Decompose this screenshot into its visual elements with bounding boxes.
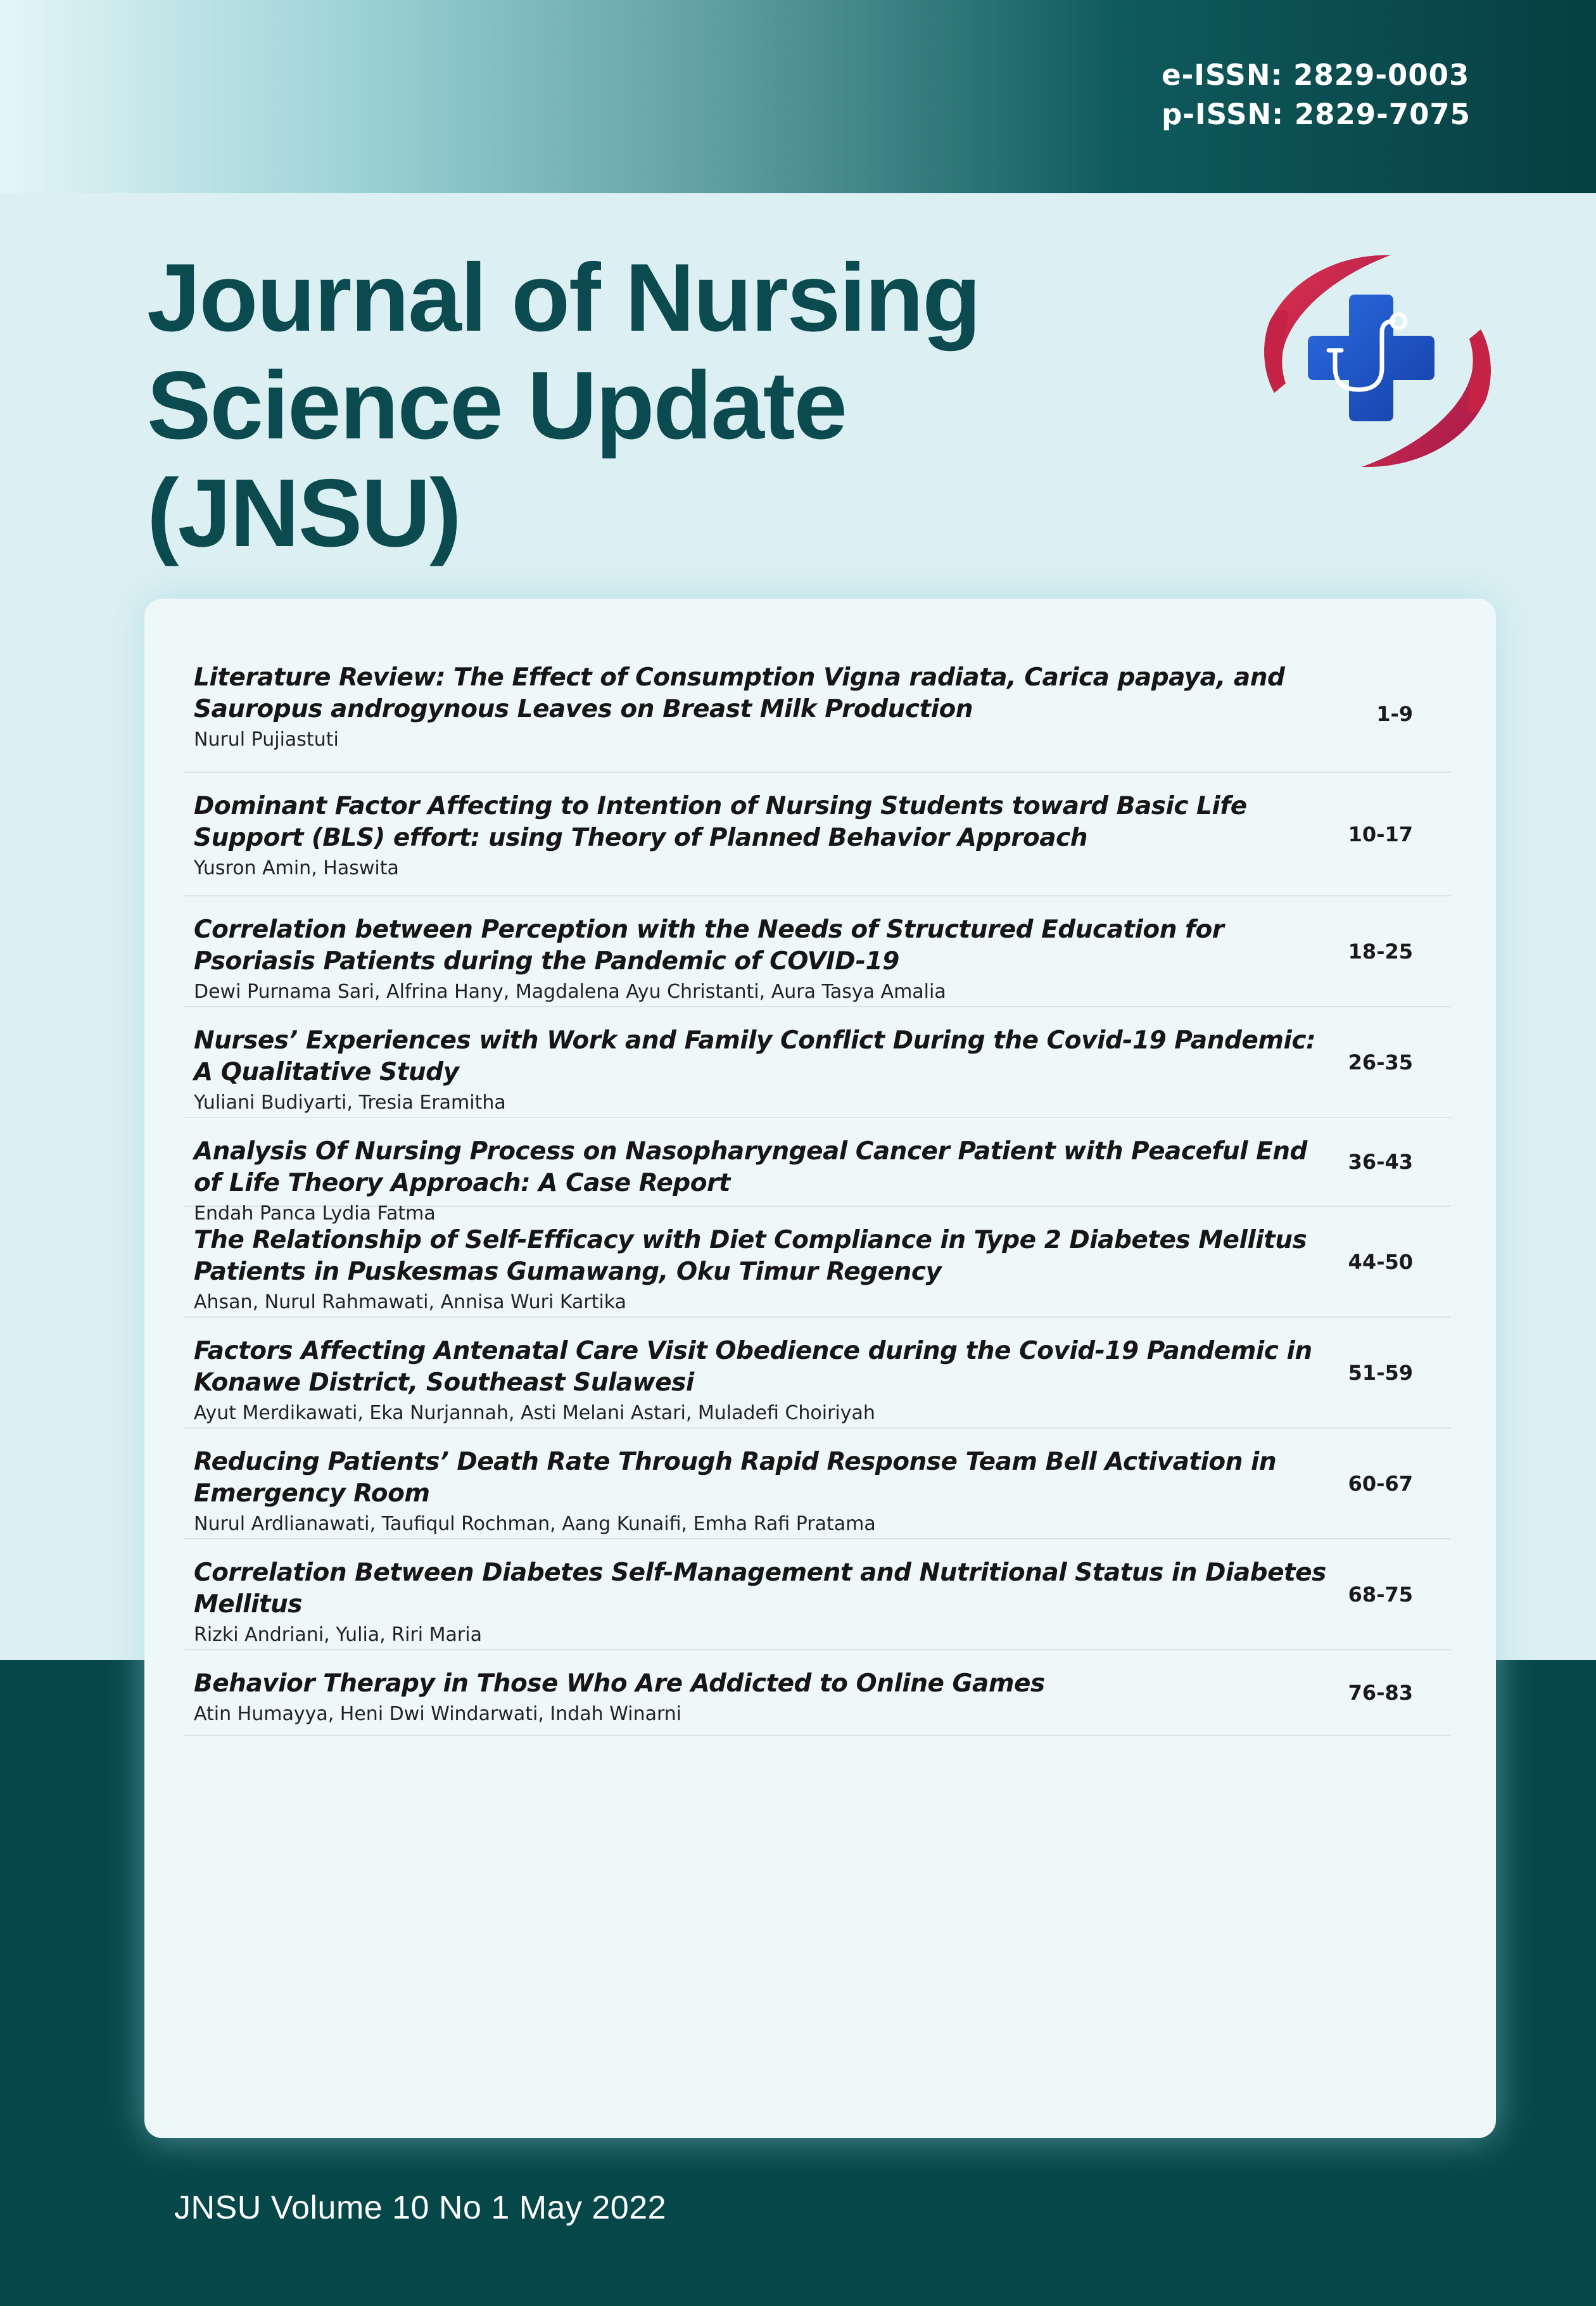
article-pages: 26-35: [1348, 1050, 1413, 1074]
article-title: Correlation between Perception with the Needs of Structured Education for Psoriasis Patients during the Pandemic of COVID-19: [194, 915, 1224, 976]
article-pages: 1-9: [1376, 701, 1413, 726]
journal-title-line2: Science Update: [147, 352, 846, 459]
toc-row: [184, 896, 1451, 1007]
toc-entry-text: [194, 791, 1334, 881]
toc-row: [184, 1429, 1451, 1539]
toc-row: [184, 1207, 1451, 1318]
toc-entry-text: [194, 1668, 1334, 1726]
toc-entry-text: [194, 662, 1334, 752]
article-title: The Relationship of Self-Efficacy with Diet Compliance in Type 2 Diabetes Mellitus Patients in Puskesmas Gumawang, Oku Timur Regency: [194, 1226, 1307, 1286]
toc-row: [184, 656, 1451, 773]
article-pages: 76-83: [1348, 1680, 1413, 1705]
article-pages: 68-75: [1348, 1582, 1413, 1607]
article-authors: Endah Panca Lydia Fatma: [194, 1202, 436, 1225]
article-authors: Yusron Amin, Haswita: [194, 857, 399, 879]
nursing-logo-icon: [1260, 250, 1495, 472]
toc-entry-text: [194, 1225, 1334, 1315]
article-title: Literature Review: The Effect of Consumption Vigna radiata, Carica papaya, and Sauropus androgynous Leaves on Breast Milk Production: [194, 663, 1285, 723]
article-authors: Ayut Merdikawati, Eka Nurjannah, Asti Melani Astari, Muladefi Choiriyah: [194, 1402, 875, 1424]
article-title: Reducing Patients’ Death Rate Through Rapid Response Team Bell Activation in Emergency Room: [194, 1448, 1277, 1508]
article-title: Factors Affecting Antenatal Care Visit Obedience during the Covid-19 Pandemic in Konawe District, Southeast Sulawesi: [194, 1337, 1312, 1397]
article-authors: Nurul Pujiastuti: [194, 729, 339, 751]
article-authors: Dewi Purnama Sari, Alfrina Hany, Magdalena Ayu Christanti, Aura Tasya Amalia: [194, 981, 946, 1003]
e-issn: e-ISSN: 2829-0003: [1162, 58, 1470, 92]
article-pages: 51-59: [1348, 1360, 1413, 1385]
toc-row: [184, 1650, 1451, 1736]
toc-row: [184, 1318, 1451, 1429]
toc-row: [184, 773, 1451, 896]
journal-title-line1: Journal of Nursing: [147, 244, 980, 352]
journal-title: [147, 244, 980, 567]
toc-entry-text: [194, 1335, 1334, 1425]
toc-entry-text: [194, 914, 1334, 1004]
article-authors: Nurul Ardlianawati, Taufiqul Rochman, Aang Kunaifi, Emha Rafi Pratama: [194, 1513, 876, 1535]
toc-entry-text: [194, 1557, 1334, 1647]
article-pages: 60-67: [1348, 1471, 1413, 1496]
p-issn: p-ISSN: 2829-7075: [1162, 98, 1471, 131]
issn-block: [1162, 56, 1471, 134]
article-pages: 10-17: [1348, 822, 1413, 846]
article-title: Dominant Factor Affecting to Intention of Nursing Students toward Basic Life Support (BLS) effort: using Theory of Planned Behavior Approach: [194, 792, 1247, 852]
article-authors: Atin Humayya, Heni Dwi Windarwati, Indah Winarni: [194, 1703, 682, 1725]
article-authors: Ahsan, Nurul Rahmawati, Annisa Wuri Kartika: [194, 1291, 627, 1313]
article-title: Correlation Between Diabetes Self-Management and Nutritional Status in Diabetes Mellitus: [194, 1558, 1326, 1619]
toc-entry-text: [194, 1446, 1334, 1536]
article-authors: Rizki Andriani, Yulia, Riri Maria: [194, 1624, 482, 1646]
article-title: Nurses’ Experiences with Work and Family Conflict During the Covid-19 Pandemic: A Qualitative Study: [194, 1026, 1316, 1086]
article-pages: 18-25: [1348, 939, 1413, 964]
contents-card: [144, 599, 1496, 2138]
toc-row: [184, 1007, 1451, 1118]
journal-abbreviation: (JNSU): [147, 459, 460, 567]
article-title: Analysis Of Nursing Process on Nasopharyngeal Cancer Patient with Peaceful End of Life Theory Approach: A Case Report: [194, 1137, 1307, 1197]
toc-entry-text: [194, 1025, 1334, 1115]
table-of-contents: [184, 656, 1451, 1736]
article-pages: 36-43: [1348, 1150, 1413, 1174]
article-title: Behavior Therapy in Those Who Are Addicted to Online Games: [194, 1669, 1045, 1698]
article-authors: Yuliani Budiyarti, Tresia Eramitha: [194, 1092, 506, 1114]
article-pages: 44-50: [1348, 1249, 1413, 1274]
toc-row: [184, 1539, 1451, 1650]
volume-footer: JNSU Volume 10 No 1 May 2022: [174, 2189, 667, 2226]
toc-row: [184, 1118, 1451, 1225]
